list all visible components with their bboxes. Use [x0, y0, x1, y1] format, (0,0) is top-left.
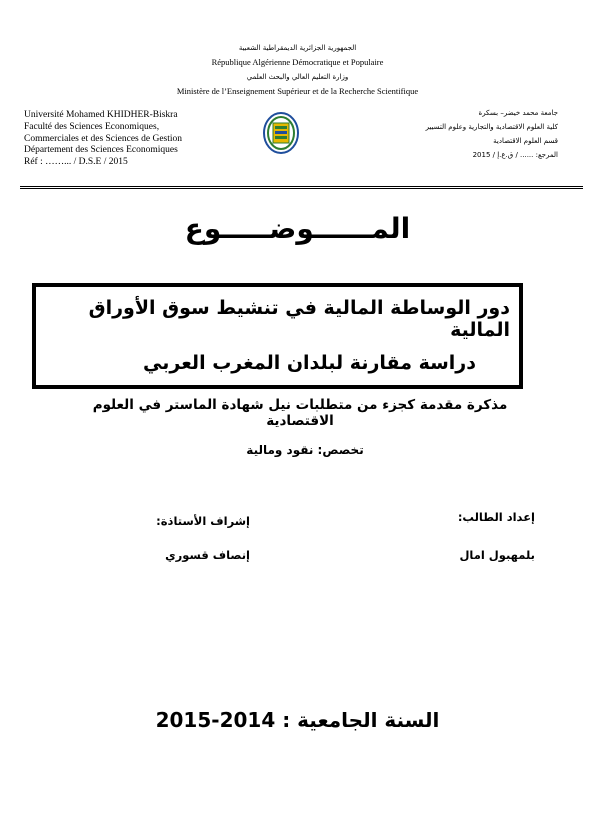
- republic-french: République Algérienne Démocratique et Populaire: [211, 57, 384, 67]
- republic-arabic: الجمهورية الجزائرية الديمقراطية الشعبية: [238, 44, 357, 52]
- faculty-line-2: Commerciales et des Sciences de Gestion: [24, 133, 183, 144]
- thesis-title-line-1: دور الوساطة المالية في تنشيط سوق الأوراق المالية: [88, 297, 510, 341]
- reference-arabic: المرجع: ...... / ق.ع.إ / 2015: [472, 151, 558, 159]
- university-info-french: [24, 110, 254, 169]
- memoire-statement: مذكرة مقدمة كجزء من متطلبات نيل شهادة الماستر في العلوم الاقتصادية: [92, 397, 508, 429]
- speciality: تخصص: نقود ومالية: [246, 443, 364, 457]
- supervisor-name: إنصاف قسوري: [165, 548, 250, 562]
- faculty-line-1: Faculté des Sciences Economiques,: [24, 121, 160, 132]
- header-divider: [20, 186, 583, 189]
- ministry-french: Ministère de l’Enseignement Supérieur et de la Recherche Scientifique: [176, 86, 419, 96]
- department-name: Département des Sciences Economiques: [24, 145, 178, 156]
- university-name-ar: جامعة محمد خيضر– بسكرة: [478, 109, 558, 117]
- university-seal-icon: [262, 111, 300, 155]
- student-label: إعداد الطالب:: [457, 510, 535, 524]
- subject-heading: المــــــوضـــــوع: [184, 212, 411, 245]
- faculty-ar: كلية العلوم الاقتصادية والتجارية وعلوم التسيير: [425, 123, 558, 131]
- university-info-arabic: [358, 106, 558, 162]
- thesis-title-line-2: دراسة مقارنة لبلدان المغرب العربي: [143, 352, 476, 374]
- university-name: Université Mohamed KHIDHER-Biskra: [24, 110, 178, 120]
- academic-year: السنة الجامعية : 2014-2015: [155, 708, 440, 732]
- ministry-arabic: وزارة التعليم العالي والبحث العلمي: [246, 73, 349, 81]
- department-ar: قسم العلوم الاقتصادية: [493, 137, 558, 145]
- supervisor-label: إشراف الأستاذة:: [156, 514, 250, 528]
- student-name: بلمهبول امال: [459, 548, 535, 562]
- reference-french: Réf : ……... / D.S.E / 2015: [24, 157, 128, 168]
